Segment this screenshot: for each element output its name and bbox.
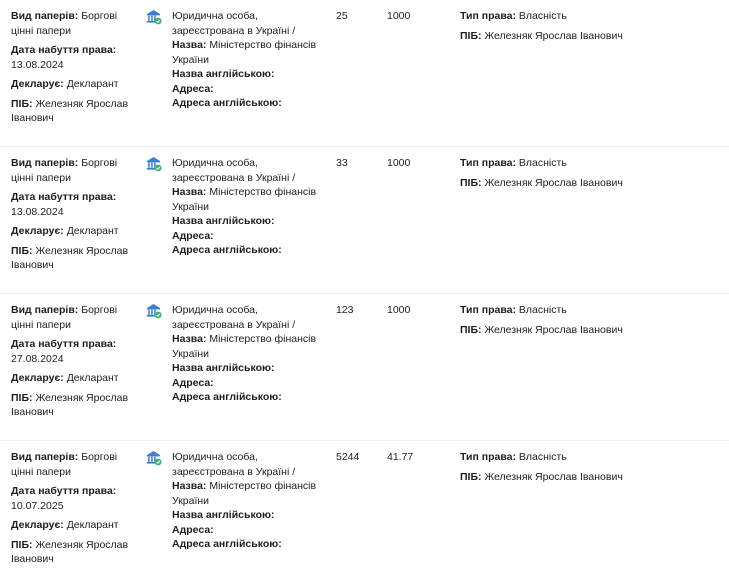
issuer-icon-cell bbox=[146, 303, 164, 324]
acquired-date-field bbox=[11, 337, 139, 366]
rights-cell bbox=[460, 156, 720, 190]
issuer-icon-cell bbox=[146, 156, 164, 177]
owner-field bbox=[460, 29, 720, 44]
owner-value: Железняк Ярослав Іванович bbox=[484, 29, 623, 42]
paper-type-label: Вид паперів: bbox=[11, 304, 79, 316]
issuer-type: Юридична особа, зареєстрована в Україні / bbox=[172, 10, 296, 37]
nominal-cell: 1000 bbox=[387, 10, 411, 22]
pib-label: ПІБ: bbox=[11, 391, 33, 404]
paper-type-field bbox=[11, 156, 139, 185]
owner-field bbox=[460, 176, 720, 191]
address-en-field bbox=[172, 96, 330, 111]
issuer-name-label: Назва: bbox=[172, 480, 207, 492]
bank-building-icon bbox=[146, 450, 162, 466]
right-type-field bbox=[460, 450, 720, 465]
paper-type-label: Вид паперів: bbox=[11, 157, 79, 169]
issuer-name-field bbox=[172, 185, 330, 214]
right-type-label: Тип права: bbox=[460, 10, 516, 22]
quantity-cell: 5244 bbox=[336, 451, 360, 463]
address-label: Адреса: bbox=[172, 376, 214, 389]
right-type-field bbox=[460, 303, 720, 318]
owner-value: Железняк Ярослав Іванович bbox=[484, 176, 623, 189]
right-type-label: Тип права: bbox=[460, 451, 516, 463]
declarant-value: Декларант bbox=[66, 372, 119, 384]
paper-info-cell bbox=[11, 156, 139, 273]
declarant-value: Декларант bbox=[66, 78, 119, 90]
issuer-name-value: Міністерство фінансів України bbox=[172, 39, 317, 66]
issuer-name-label: Назва: bbox=[172, 333, 207, 345]
acquired-date-value: 27.08.2024 bbox=[11, 352, 64, 365]
declarant-label: Декларує: bbox=[11, 519, 64, 531]
quantity-cell: 123 bbox=[336, 304, 354, 316]
owner-field bbox=[460, 323, 720, 338]
nominal-cell: 1000 bbox=[387, 304, 411, 316]
right-type-label: Тип права: bbox=[460, 157, 516, 169]
name-en-field bbox=[172, 361, 330, 376]
table-row bbox=[0, 294, 729, 441]
issuer-name-value: Міністерство фінансів України bbox=[172, 186, 317, 213]
issuer-name-label: Назва: bbox=[172, 186, 207, 198]
acquired-date-value: 10.07.2025 bbox=[11, 499, 64, 512]
paper-type-field bbox=[11, 450, 139, 479]
issuer-cell bbox=[172, 303, 330, 405]
pib-field bbox=[11, 244, 139, 273]
name-en-field bbox=[172, 508, 330, 523]
pib-value: Железняк Ярослав Іванович bbox=[11, 391, 129, 418]
address-en-field bbox=[172, 243, 330, 258]
right-type-value: Власність bbox=[518, 157, 567, 169]
name-en-field bbox=[172, 67, 330, 82]
declarant-field bbox=[11, 371, 139, 386]
paper-info-cell bbox=[11, 450, 139, 567]
rights-cell bbox=[460, 9, 720, 43]
pib-field bbox=[11, 538, 139, 567]
rights-cell bbox=[460, 303, 720, 337]
acquired-date-label: Дата набуття права: bbox=[11, 485, 117, 497]
owner-value: Железняк Ярослав Іванович bbox=[484, 470, 623, 483]
acquired-date-value: 13.08.2024 bbox=[11, 205, 64, 218]
issuer-type: Юридична особа, зареєстрована в Україні / bbox=[172, 157, 296, 184]
bank-building-icon bbox=[146, 303, 162, 319]
address-field bbox=[172, 82, 330, 97]
issuer-cell bbox=[172, 9, 330, 111]
address-en-field bbox=[172, 537, 330, 552]
issuer-type: Юридична особа, зареєстрована в Україні / bbox=[172, 304, 296, 331]
right-type-field bbox=[460, 9, 720, 24]
issuer-cell bbox=[172, 156, 330, 258]
pib-field bbox=[11, 97, 139, 126]
paper-type-label: Вид паперів: bbox=[11, 10, 79, 22]
issuer-icon-cell bbox=[146, 450, 164, 471]
address-en-label: Адреса англійською: bbox=[172, 244, 282, 256]
address-label: Адреса: bbox=[172, 82, 214, 95]
issuer-type: Юридична особа, зареєстрована в Україні / bbox=[172, 451, 296, 478]
name-en-label: Назва англійською: bbox=[172, 215, 275, 227]
issuer-name-value: Міністерство фінансів України bbox=[172, 480, 317, 507]
address-en-label: Адреса англійською: bbox=[172, 538, 282, 550]
owner-label: ПІБ: bbox=[460, 470, 482, 483]
nominal-cell: 1000 bbox=[387, 157, 411, 169]
bank-building-icon bbox=[146, 156, 162, 172]
right-type-value: Власність bbox=[518, 10, 567, 22]
name-en-label: Назва англійською: bbox=[172, 68, 275, 80]
issuer-name-field bbox=[172, 38, 330, 67]
declarant-field bbox=[11, 224, 139, 239]
paper-type-field bbox=[11, 303, 139, 332]
address-field bbox=[172, 523, 330, 538]
declarant-label: Декларує: bbox=[11, 372, 64, 384]
paper-info-cell bbox=[11, 303, 139, 420]
pib-value: Железняк Ярослав Іванович bbox=[11, 97, 129, 124]
owner-label: ПІБ: bbox=[460, 176, 482, 189]
owner-field bbox=[460, 470, 720, 485]
address-field bbox=[172, 229, 330, 244]
pib-label: ПІБ: bbox=[11, 538, 33, 551]
acquired-date-field bbox=[11, 484, 139, 513]
pib-value: Железняк Ярослав Іванович bbox=[11, 538, 129, 565]
quantity-cell: 25 bbox=[336, 10, 348, 22]
right-type-field bbox=[460, 156, 720, 171]
declarant-field bbox=[11, 518, 139, 533]
declarant-label: Декларує: bbox=[11, 225, 64, 237]
declarant-value: Декларант bbox=[66, 519, 119, 531]
right-type-label: Тип права: bbox=[460, 304, 516, 316]
owner-label: ПІБ: bbox=[460, 29, 482, 42]
owner-value: Железняк Ярослав Іванович bbox=[484, 323, 623, 336]
acquired-date-label: Дата набуття права: bbox=[11, 338, 117, 350]
table-row bbox=[0, 0, 729, 147]
issuer-name-value: Міністерство фінансів України bbox=[172, 333, 317, 360]
issuer-icon-cell bbox=[146, 9, 164, 30]
name-en-field bbox=[172, 214, 330, 229]
acquired-date-value: 13.08.2024 bbox=[11, 58, 64, 71]
paper-type-label: Вид паперів: bbox=[11, 451, 79, 463]
declarant-label: Декларує: bbox=[11, 78, 64, 90]
issuer-name-field bbox=[172, 479, 330, 508]
right-type-value: Власність bbox=[518, 304, 567, 316]
paper-type-field bbox=[11, 9, 139, 38]
address-field bbox=[172, 376, 330, 391]
paper-type-value: Боргові цінні папери bbox=[11, 10, 118, 37]
acquired-date-field bbox=[11, 190, 139, 219]
name-en-label: Назва англійською: bbox=[172, 509, 275, 521]
address-en-field bbox=[172, 390, 330, 405]
pib-label: ПІБ: bbox=[11, 244, 33, 257]
nominal-cell: 41.77 bbox=[387, 451, 414, 463]
table-row bbox=[0, 441, 729, 588]
address-en-label: Адреса англійською: bbox=[172, 97, 282, 109]
paper-type-value: Боргові цінні папери bbox=[11, 157, 118, 184]
address-label: Адреса: bbox=[172, 523, 214, 536]
owner-label: ПІБ: bbox=[460, 323, 482, 336]
acquired-date-label: Дата набуття права: bbox=[11, 44, 117, 56]
declarant-field bbox=[11, 77, 139, 92]
table-row bbox=[0, 147, 729, 294]
quantity-cell: 33 bbox=[336, 157, 348, 169]
pib-field bbox=[11, 391, 139, 420]
acquired-date-label: Дата набуття права: bbox=[11, 191, 117, 203]
pib-value: Железняк Ярослав Іванович bbox=[11, 244, 129, 271]
declarant-value: Декларант bbox=[66, 225, 119, 237]
issuer-name-label: Назва: bbox=[172, 39, 207, 51]
issuer-cell bbox=[172, 450, 330, 552]
acquired-date-field bbox=[11, 43, 139, 72]
address-en-label: Адреса англійською: bbox=[172, 391, 282, 403]
issuer-name-field bbox=[172, 332, 330, 361]
pib-label: ПІБ: bbox=[11, 97, 33, 110]
right-type-value: Власність bbox=[518, 451, 567, 463]
rights-cell bbox=[460, 450, 720, 484]
paper-info-cell bbox=[11, 9, 139, 126]
bank-building-icon bbox=[146, 9, 162, 25]
name-en-label: Назва англійською: bbox=[172, 362, 275, 374]
paper-type-value: Боргові цінні папери bbox=[11, 304, 118, 331]
paper-type-value: Боргові цінні папери bbox=[11, 451, 118, 478]
address-label: Адреса: bbox=[172, 229, 214, 242]
